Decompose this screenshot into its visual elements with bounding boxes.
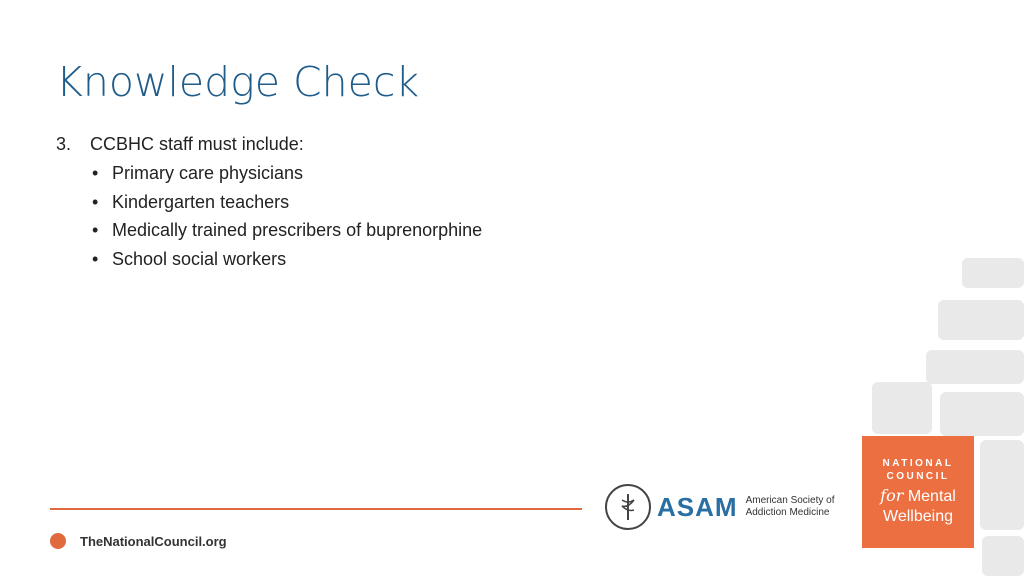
bullet-icon: •: [92, 220, 99, 240]
decorative-block: [980, 440, 1024, 530]
decorative-block: [962, 258, 1024, 288]
national-council-globe-icon: [50, 533, 66, 549]
nc-line-council: COUNCIL: [886, 471, 950, 482]
footer: [50, 533, 227, 549]
bullet-icon: •: [92, 163, 99, 183]
decorative-block: [938, 300, 1024, 340]
bullet-icon: •: [92, 191, 99, 212]
decorative-block: [872, 382, 932, 434]
answer-option: • Kindergarten teachers: [92, 191, 290, 212]
asam-full-name: American Society of Addiction Medicine: [745, 495, 835, 518]
answer-options: [92, 162, 482, 276]
decorative-block: [982, 536, 1024, 576]
decorative-block: [940, 392, 1024, 436]
page-title: Knowledge Check: [56, 58, 420, 106]
answer-option: • School social workers: [92, 248, 287, 269]
footer-divider: [50, 508, 582, 510]
nc-line-national: NATIONAL: [882, 458, 954, 469]
answer-option: • Medically trained prescribers of buprenorphine: [92, 220, 483, 240]
bullet-icon: •: [92, 248, 99, 269]
asam-abbrev: ASAM: [657, 491, 738, 522]
question-number: 3.: [56, 134, 72, 154]
national-council-logo: [862, 436, 974, 548]
asam-logo: [605, 484, 835, 530]
decorative-block: [926, 350, 1024, 384]
question-text: CCBHC staff must include:: [90, 134, 304, 154]
question: [56, 134, 304, 155]
asam-seal-icon: [605, 484, 651, 530]
nc-line-wellbeing: Wellbeing: [883, 508, 953, 525]
answer-option: • Primary care physicians: [92, 163, 304, 183]
footer-website: TheNationalCouncil.org: [80, 533, 227, 549]
nc-line-mental: for Mental: [880, 486, 956, 505]
